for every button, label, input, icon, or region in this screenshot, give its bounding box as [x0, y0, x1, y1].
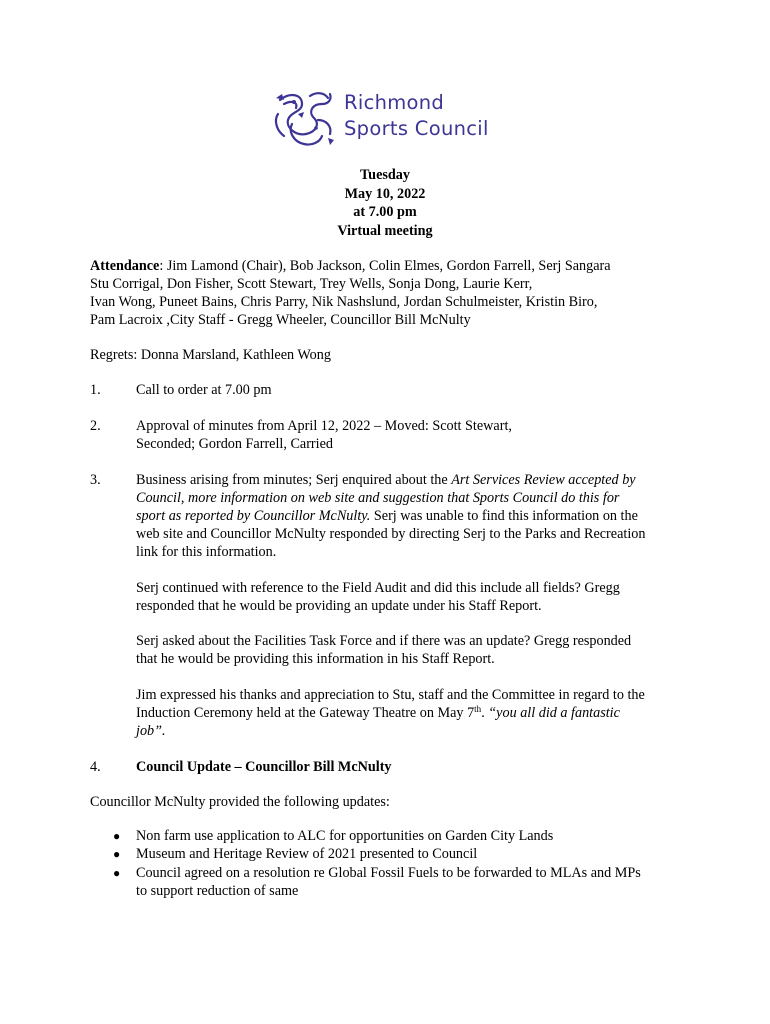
item-3-p1-line-3: sport as reported by Councillor McNulty. Serj was unable to find this information on the: [136, 508, 638, 524]
item-3-p1-line-5: link for this information.: [136, 544, 277, 560]
item-3-p3-line-1: Serj asked about the Facilities Task Force and if there was an update? Gregg responded: [136, 633, 632, 649]
logo-line-1: Richmond: [344, 91, 445, 114]
bullet-3-line-2: to support reduction of same: [136, 883, 299, 899]
item-2-number: 2.: [90, 418, 101, 434]
item-2-line-1: Approval of minutes from April 12, 2022 – Moved: Scott Stewart,: [136, 418, 512, 434]
meeting-type: Virtual meeting: [337, 222, 433, 239]
council-update-intro: Councillor McNulty provided the following updates:: [90, 794, 390, 810]
bullet-1-text: Non farm use application to ALC for opportunities on Garden City Lands: [136, 828, 554, 844]
item-3-p4-line-1: Jim expressed his thanks and appreciation to Stu, staff and the Committee in regard to the: [136, 687, 645, 703]
bullet-icon: ●: [113, 847, 121, 861]
item-4-number: 4.: [90, 759, 101, 775]
meeting-time: at 7.00 pm: [353, 204, 417, 220]
dragon-emblem-icon: [272, 90, 338, 150]
item-3-p1-line-1: Business arising from minutes; Serj enquired about the Art Services Review accepted by: [136, 472, 636, 488]
bullet-icon: ●: [113, 866, 121, 880]
attendance-line-1: Attendance: Jim Lamond (Chair), Bob Jackson, Colin Elmes, Gordon Farrell, Serj Sangara: [90, 258, 611, 274]
attendance-line-3: Ivan Wong, Puneet Bains, Chris Parry, Nik Nashslund, Jordan Schulmeister, Kristin Biro,: [90, 294, 598, 310]
logo-line-2: Sports Council: [344, 117, 489, 140]
item-3-p1-line-4: web site and Councillor McNulty responded by directing Serj to the Parks and Recreation: [136, 526, 646, 542]
bullet-2-text: Museum and Heritage Review of 2021 presented to Council: [136, 846, 478, 862]
richmond-sports-council-logo: [272, 90, 512, 150]
item-1-number: 1.: [90, 382, 101, 398]
item-4-title: Council Update – Councillor Bill McNulty: [136, 759, 392, 775]
regrets: Regrets: Donna Marsland, Kathleen Wong: [90, 347, 331, 363]
attendance-line-4: Pam Lacroix ,City Staff - Gregg Wheeler, Councillor Bill McNulty: [90, 312, 471, 328]
item-2-line-2: Seconded; Gordon Farrell, Carried: [136, 436, 333, 452]
item-3-p4-line-2: Induction Ceremony held at the Gateway Theatre on May 7th. “you all did a fantastic: [136, 704, 620, 721]
meeting-header: [0, 166, 770, 240]
attendance-label: Attendance: [90, 258, 160, 274]
item-3-p4-line-3: job”.: [136, 723, 166, 739]
item-3-number: 3.: [90, 472, 101, 488]
meeting-date: May 10, 2022: [344, 185, 426, 202]
item-3-p2-line-1: Serj continued with reference to the Field Audit and did this include all fields? Gregg: [136, 580, 620, 596]
meeting-day: Tuesday: [360, 167, 410, 183]
item-1-text: Call to order at 7.00 pm: [136, 382, 272, 398]
attendance-line-2: Stu Corrigal, Don Fisher, Scott Stewart, Trey Wells, Sonja Dong, Laurie Kerr,: [90, 276, 533, 292]
logo-text: [344, 90, 489, 142]
bullet-icon: ●: [113, 829, 121, 843]
bullet-3-line-1: Council agreed on a resolution re Global Fossil Fuels to be forwarded to MLAs and MPs: [136, 865, 641, 881]
item-3-p2-line-2: responded that he would be providing an update under his Staff Report.: [136, 598, 542, 614]
item-3-p1-line-2: Council, more information on web site and suggestion that Sports Council do this for: [136, 490, 620, 506]
item-3-p3-line-2: that he would be providing this information in his Staff Report.: [136, 651, 495, 667]
